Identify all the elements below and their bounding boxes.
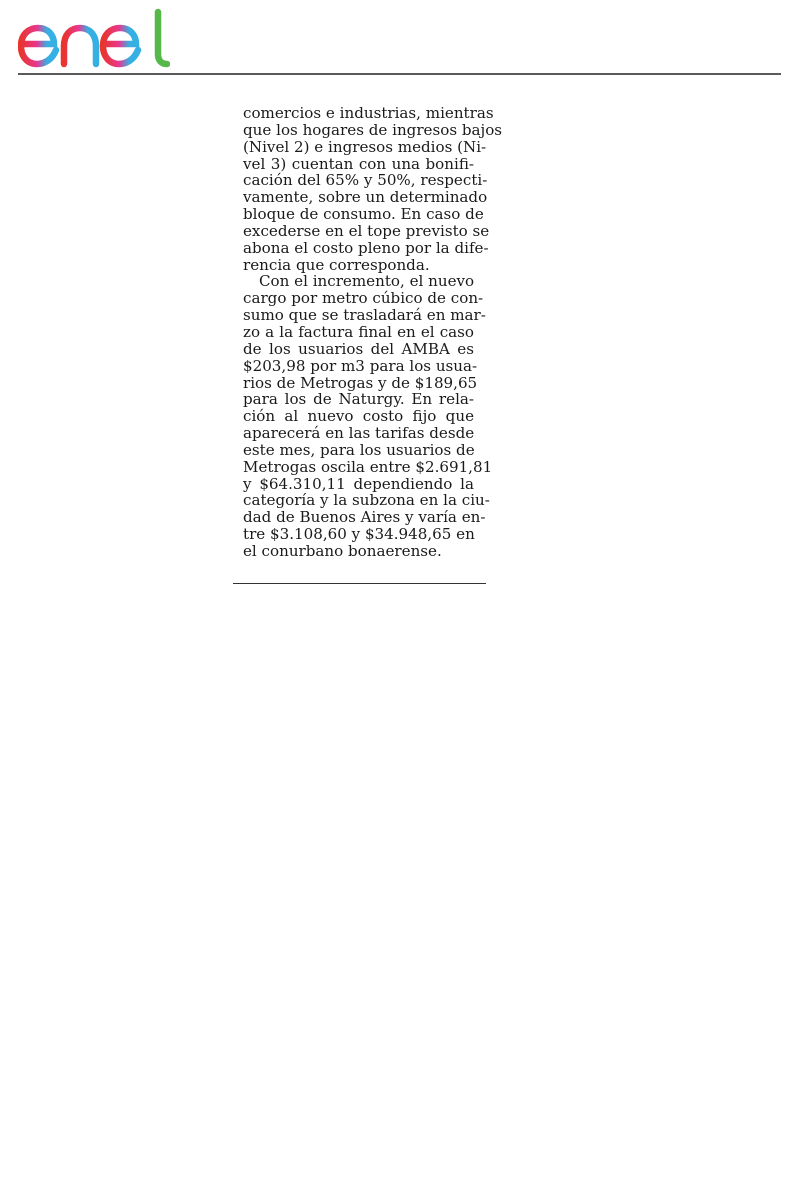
- article-line: $203,98 por m3 para los usua-: [243, 356, 478, 375]
- article-line: el conurbano bonaerense.: [243, 541, 442, 560]
- article-line: que los hogares de ingresos bajos: [243, 120, 503, 139]
- article-line: zo a la factura final en el caso: [243, 322, 474, 341]
- article-line: vel 3) cuentan con una bonifi-: [243, 154, 474, 173]
- article-line: abona el costo pleno por la dife-: [243, 238, 489, 257]
- header-rule: [18, 73, 781, 75]
- article-line: bloque de consumo. En caso de: [243, 205, 484, 224]
- article-line: y $64.310,11 dependiendo la: [243, 474, 474, 493]
- article-line: cación del 65% y 50%, respecti-: [243, 171, 488, 190]
- article-line: para los de Naturgy. En rela-: [243, 390, 474, 409]
- logo-letter-e2: [103, 28, 138, 64]
- enel-logo: [18, 8, 170, 70]
- article-line: Metrogas oscila entre $2.691,81: [243, 457, 493, 476]
- article-line: rencia que corresponda.: [243, 255, 430, 274]
- article-line: dad de Buenos Aires y varía en-: [243, 508, 486, 527]
- article-line: este mes, para los usuarios de: [243, 440, 475, 459]
- article-end-rule: [233, 583, 486, 584]
- article-line: ción al nuevo costo fijo que: [243, 407, 474, 426]
- article-line: Con el incremento, el nuevo: [259, 272, 475, 291]
- article-line: tre $3.108,60 y $34.948,65 en: [243, 525, 475, 544]
- article-line: comercios e industrias, mientras: [243, 104, 494, 122]
- article-line: de los usuarios del AMBA es: [243, 339, 474, 358]
- article-line: categoría y la subzona en la ciu-: [243, 491, 490, 510]
- article-line: rios de Metrogas y de $189,65: [243, 373, 478, 392]
- article-line: (Nivel 2) e ingresos medios (Ni-: [243, 137, 487, 156]
- article-line: cargo por metro cúbico de con-: [243, 289, 484, 308]
- logo-letter-e: [21, 28, 56, 64]
- logo-letter-l: [158, 12, 167, 64]
- logo-letter-n: [64, 28, 96, 64]
- article-line: sumo que se trasladará en mar-: [243, 306, 486, 325]
- article-line: excederse en el tope previsto se: [243, 221, 490, 240]
- article-line: aparecerá en las tarifas desde: [243, 424, 475, 443]
- article-line: vamente, sobre un determinado: [243, 188, 488, 207]
- article-body: [243, 104, 503, 560]
